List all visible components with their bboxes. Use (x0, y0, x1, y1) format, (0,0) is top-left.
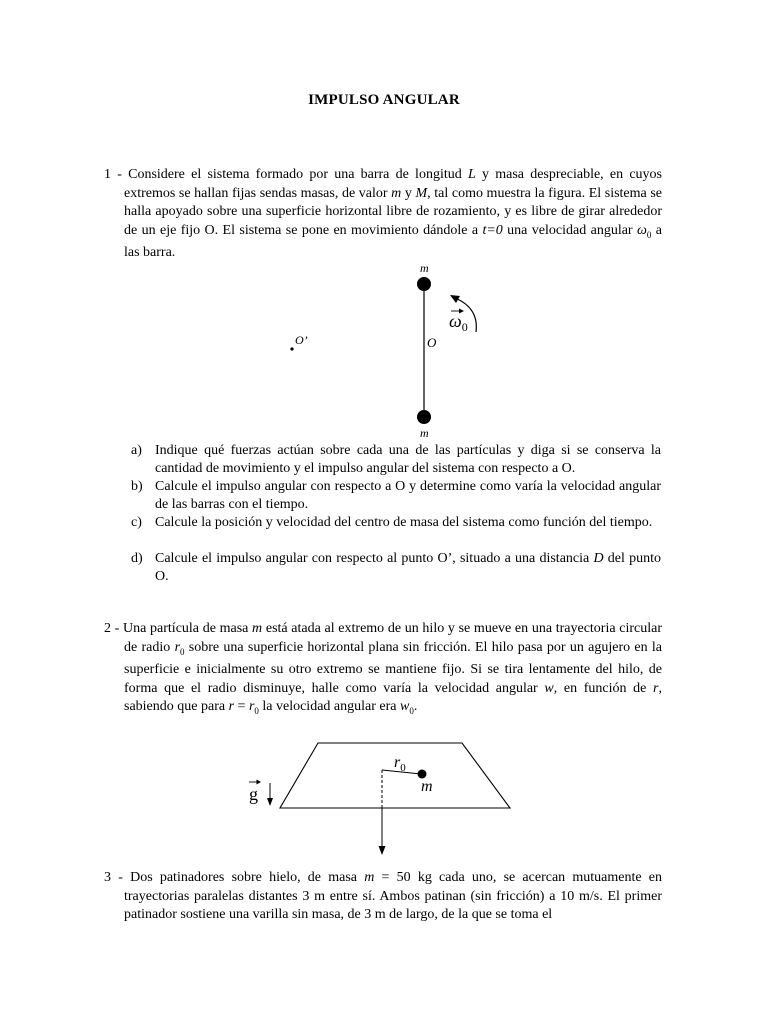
gravity-arrowhead-icon (267, 798, 273, 806)
g-vector-arrowhead-icon (257, 780, 262, 785)
problem-number: 3 - (104, 870, 131, 885)
item-b: b) Calcule el impulso angular con respecto a O y determine como varía la velocidad angular de las barras con el tiempo. (131, 479, 661, 512)
page-title: IMPULSO ANGULAR (308, 92, 460, 108)
figure-trapezoid-surface (240, 735, 530, 865)
pivot-label: O (427, 335, 437, 350)
point-o-prime-label: O’ (295, 333, 308, 347)
surface (280, 743, 510, 808)
item-d: d) Calcule el impulso angular con respecto al punto O’, situado a una distancia D del punto O. (131, 551, 661, 584)
item-a: a) Indique qué fuerzas actúan sobre cada una de las partículas y diga si se conserva la cantidad de movimiento y el impulso angular del sistema con respecto a O. (131, 443, 661, 476)
problem-number: 1 - (104, 167, 129, 182)
bottom-mass-label: m (420, 426, 429, 440)
gravity-label: g (249, 784, 258, 804)
pull-arrowhead-icon (379, 846, 386, 855)
problem-3: 3 - Dos patinadores sobre hielo, de masa m = 50 kg cada uno, se acercan mutuamente en trayectorias paralelas distantes 3 m entre sí. Ambos patinan (sin fricción) a 10 m/s. El primer patinador sostiene una varilla sin masa, de 3 m de largo, de la que se toma el (104, 870, 662, 923)
mass-label: m (421, 778, 433, 795)
top-mass-label: m (420, 261, 429, 275)
omega-label: $\omega_0$ (449, 311, 468, 334)
problem-1: 1 - Considere el sistema formado por una barra de longitud L y masa despreciable, en cuyos extremos se hallan fijas sendas masas, de valor m y M, tal como muestra la figura. El sistema se halla apoyado sobre una superficie horizontal libre de rozamiento, y es libre de girar alrededor de un eje fijo O. El sistema se pone en movimiento dándole a t=0 una velocidad angular $\omega_0$ a las barra. (104, 167, 663, 261)
problem-2: 2 - Una partícula de masa m está atada al extremo de un hilo y se mueve en una trayectoria circular de radio $r_0$ sobre una superficie horizontal plana sin fricción. El hilo pasa por un agujero en la superficie e inicialmente su otro extremo se mantiene fijo. Si se tira lentamente del hilo, de forma que el radio disminuye, halle como varía la velocidad angular w, en función de r, sabiendo que para $r = r_0$ la velocidad angular era $w_0$. (104, 621, 663, 716)
bottom-mass (417, 410, 431, 424)
radius-label: $r_0$ (394, 754, 406, 774)
item-c: c) Calcule la posición y velocidad del centro de masa del sistema como función del tiempo. (131, 515, 653, 530)
figure-rotating-bar (270, 255, 510, 440)
point-o-prime (290, 347, 293, 350)
problem-number: 2 - (104, 621, 124, 636)
